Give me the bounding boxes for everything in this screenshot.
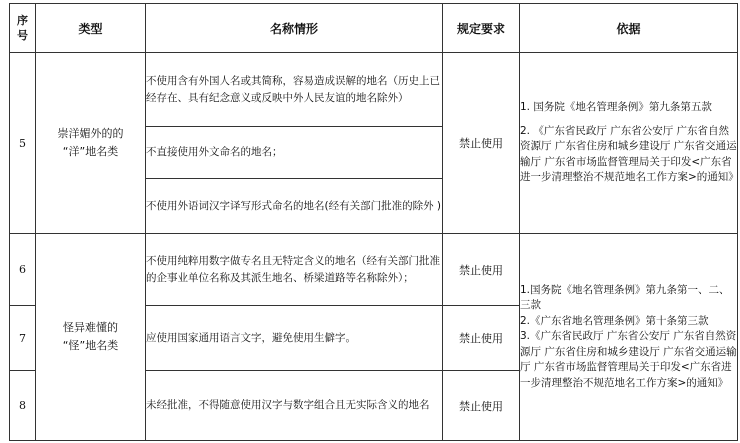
requirement-cell: 禁止使用 <box>443 234 520 306</box>
name-situation-cell: 不使用含有外国人名或其简称，容易造成误解的地名（历史上已经存在、具有纪念意义或反映中外人民友谊的地名除外） <box>146 53 443 127</box>
name-situation-cell: 不直接使用外文命名的地名； <box>146 127 443 179</box>
basis-item: 3.《广东省民政厅 广东省公安厅 广东省自然资源厅 广东省住房和城乡建设厅 广东省交通运输厅 广东省市场监督管理局关于印发<广东省进一步清理整治不规范地名工作方案>的通知》 <box>520 330 737 389</box>
name-situation-cell: 不使用纯粹用数字做专名且无特定含义的地名（经有关部门批准的企事业单位名称及其派生地名、桥梁道路等名称除外）； <box>146 234 443 306</box>
basis-item: 2.《广东省地名管理条例》第十条第三款 <box>520 314 709 327</box>
header-type: 类型 <box>36 4 146 53</box>
header-name-situation: 名称情形 <box>146 4 443 53</box>
requirement-cell: 禁止使用 <box>443 371 520 441</box>
serial-number: 7 <box>10 306 36 371</box>
category-cell: 怪异难懂的 “怪”地名类 <box>36 234 146 441</box>
requirement-cell: 禁止使用 <box>443 306 520 371</box>
table-row <box>10 53 738 127</box>
header-basis: 依据 <box>520 4 738 53</box>
header-serial-number: 序 号 <box>10 4 36 53</box>
basis-cell <box>520 53 738 234</box>
basis-item: 1. 国务院《地名管理条例》第九条第五款 <box>520 101 712 114</box>
name-situation-cell: 不使用外语词汉字译写形式命名的地名(经有关部门批准的除外 ) <box>146 179 443 234</box>
basis-cell <box>520 234 738 441</box>
requirement-cell: 禁止使用 <box>443 53 520 234</box>
place-name-rules-table <box>9 3 738 441</box>
table-row <box>10 234 738 306</box>
name-situation-cell: 未经批准，不得随意使用汉字与数字组合且无实际含义的地名 <box>146 371 443 441</box>
serial-number: 8 <box>10 371 36 441</box>
basis-item: 2. 《广东省民政厅 广东省公安厅 广东省自然资源厅 广东省住房和城乡建设厅 广东省交通运输厅 广东省市场监督管理局关于印发<广东省进一步清理整治不规范地名工作方案>的通知》 <box>520 124 739 184</box>
serial-number: 5 <box>10 53 36 234</box>
serial-number: 6 <box>10 234 36 306</box>
category-cell: 崇洋媚外的的 “洋”地名类 <box>36 53 146 234</box>
name-situation-cell: 应使用国家通用语言文字，避免使用生僻字。 <box>146 306 443 371</box>
table-header-row <box>10 4 738 53</box>
basis-item: 1.国务院《地名管理条例》第九条第一、二、三款 <box>520 283 730 312</box>
header-requirement: 规定要求 <box>443 4 520 53</box>
